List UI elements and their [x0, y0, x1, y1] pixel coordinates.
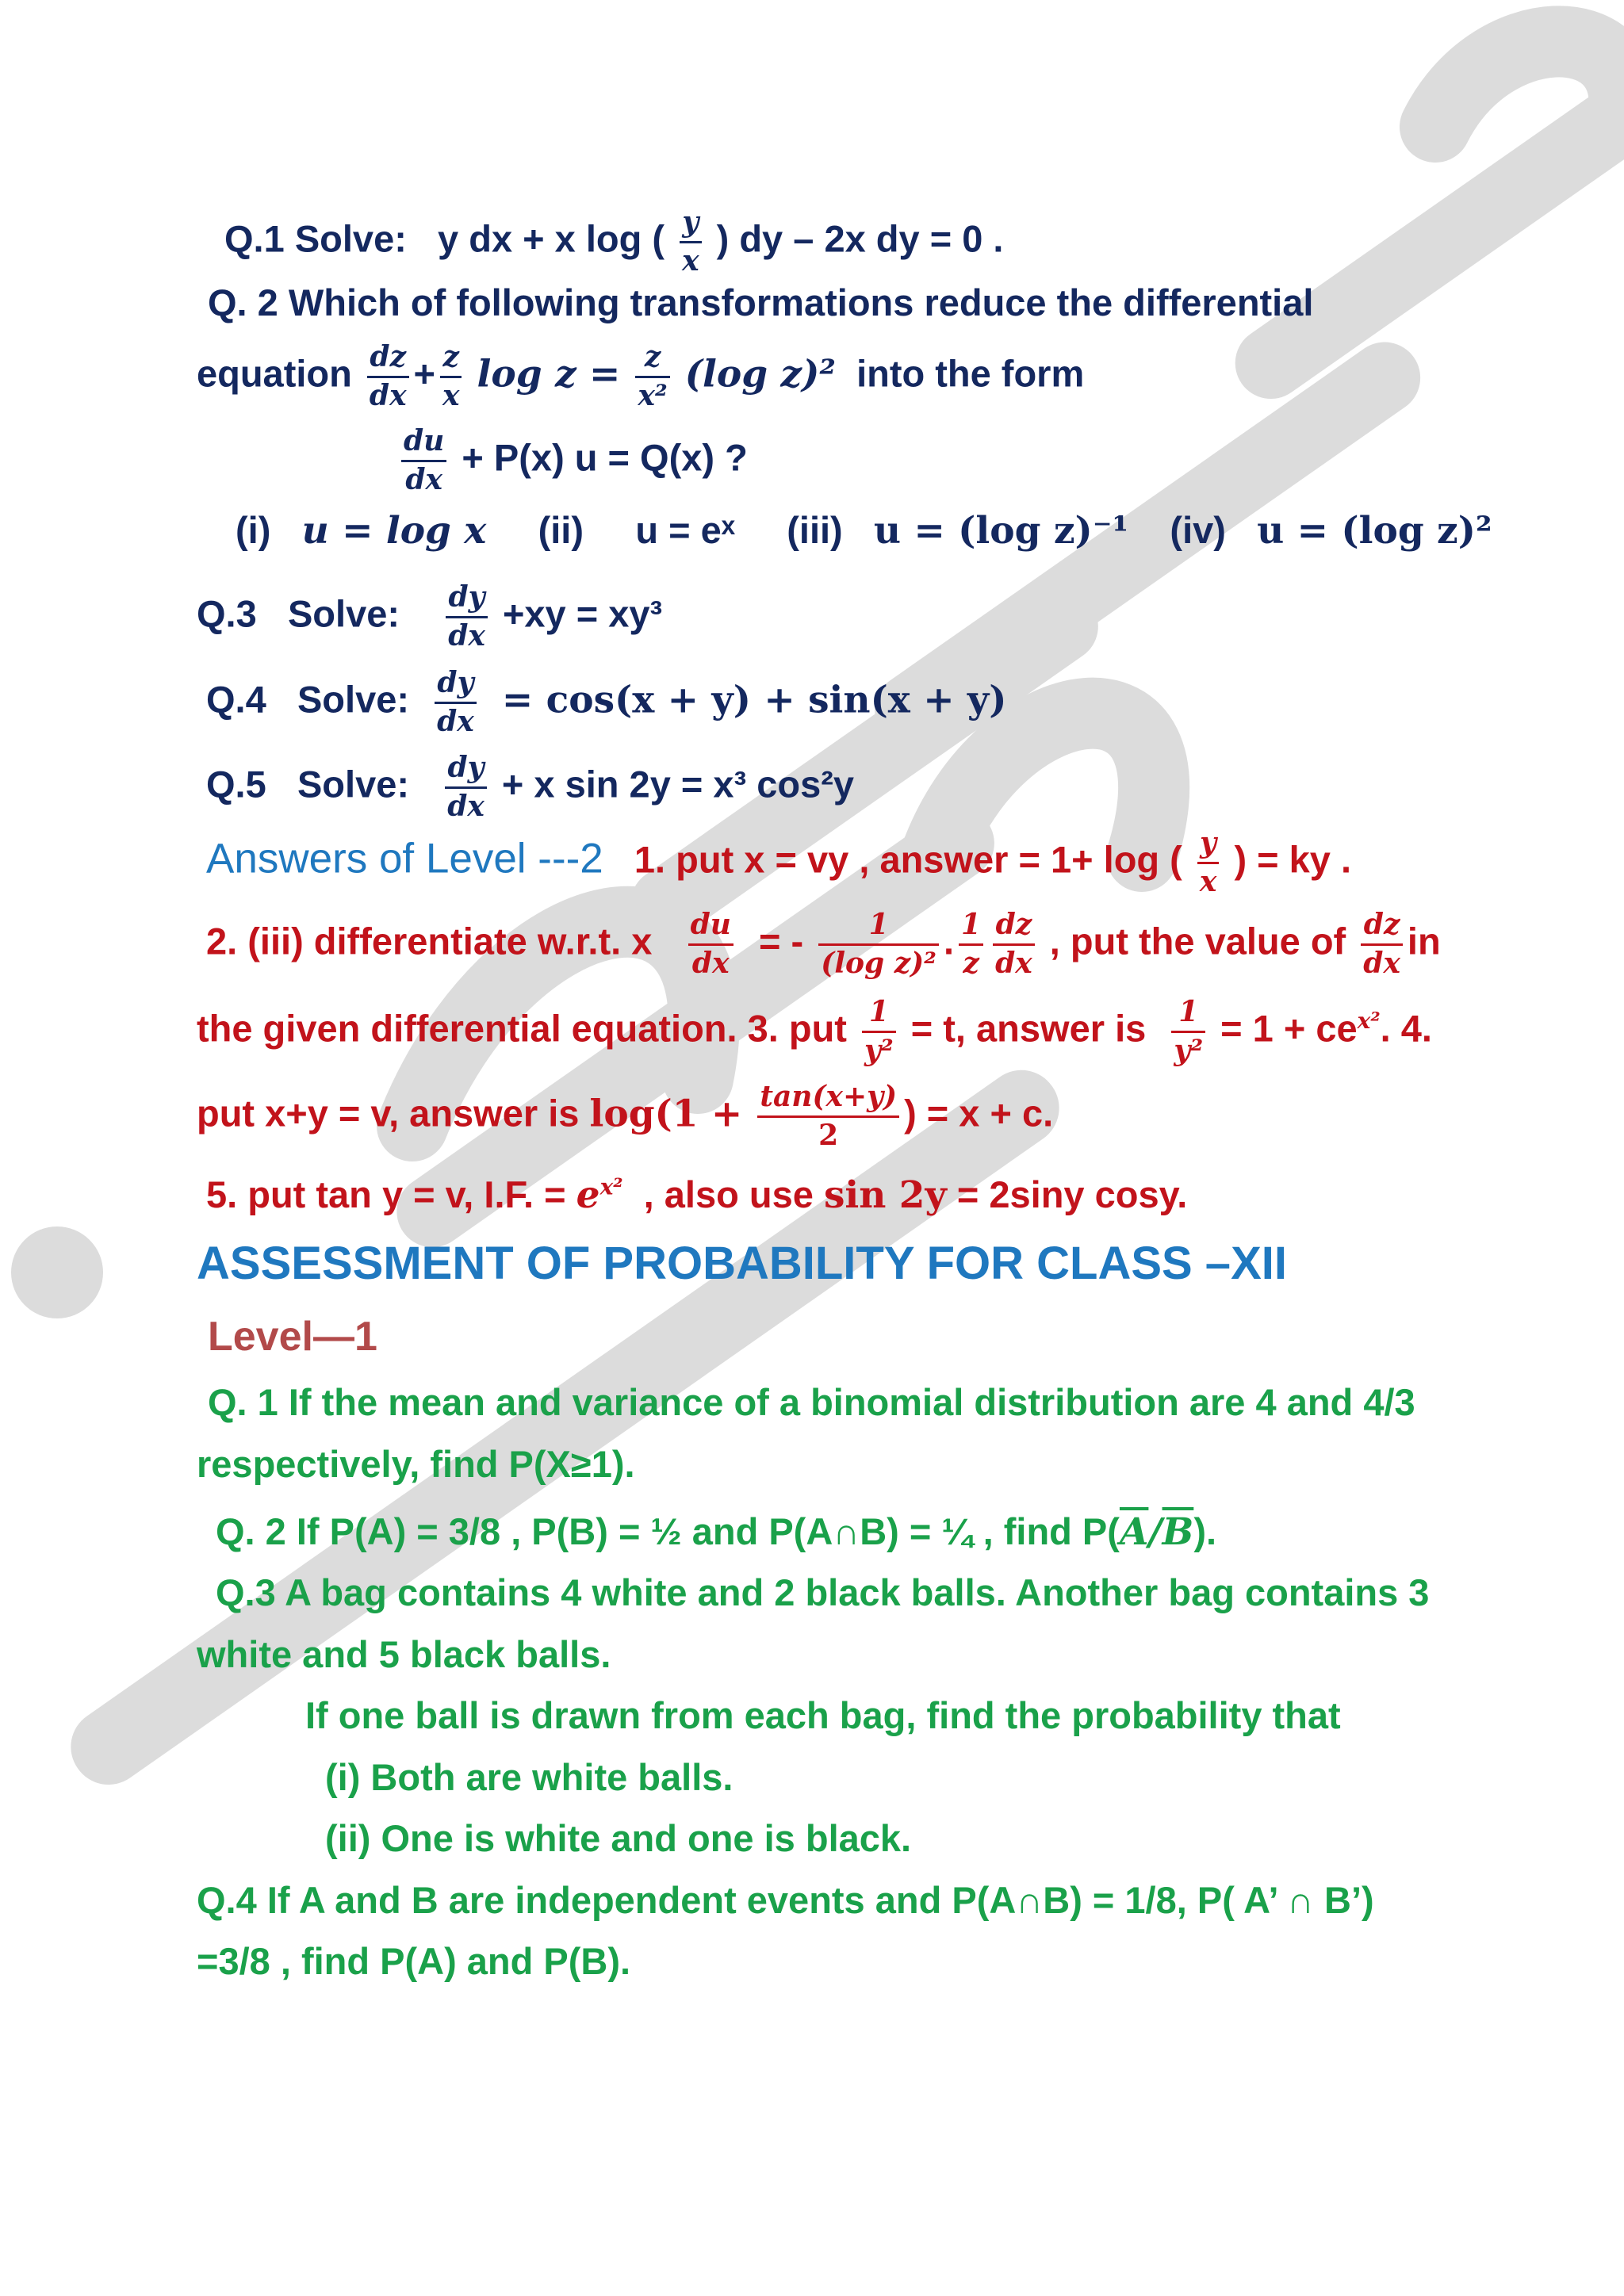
fraction: $\frac{1}{z}$ — [959, 910, 983, 979]
answers-line-2 — [206, 910, 1441, 979]
exponent: x² — [599, 1173, 623, 1200]
question-text: y dx + x log ( — [438, 217, 665, 260]
question-text: Solve: — [297, 763, 409, 806]
math-expr: e — [576, 1173, 600, 1217]
exponent: x² — [1357, 1008, 1381, 1035]
question-text: ) dy – 2x dy = 0 . — [716, 217, 1004, 260]
question-text: Q. 2 Which of following transformations reduce the differential — [208, 281, 1314, 323]
question-text: Solve: — [287, 592, 400, 635]
prob-q1-line2: respectively, find P(X≥1). — [197, 1443, 635, 1485]
prob-q4-line1: Q.4 If A and B are independent events and P(A∩B) = 1/8, P( A’ ∩ B’) — [197, 1879, 1374, 1921]
answer-text: = - — [759, 920, 804, 962]
answer-text: 5. put tan y = v, I.F. = — [206, 1173, 566, 1215]
answer-text: = 1 + ce — [1220, 1007, 1358, 1050]
prob-q1-line1: Q. 1 If the mean and variance of a binomial distribution are 4 and 4/3 — [208, 1381, 1415, 1423]
prob-q3-option-2: (ii) One is white and one is black. — [325, 1817, 912, 1859]
answer-text: the given differential equation. 3. put — [197, 1007, 847, 1050]
answers-line-3 — [197, 997, 1432, 1066]
answer-text: . — [943, 920, 955, 962]
answers-line-5 — [206, 1173, 1188, 1217]
math-expr: sin 2y — [823, 1173, 947, 1217]
question-4 — [206, 668, 1006, 737]
question-label: Q.4 — [206, 678, 266, 721]
math-expr: log z = — [477, 352, 621, 396]
option-label: (iii) — [787, 509, 843, 551]
fraction: $\frac{1}{\text{y²}}$ — [862, 997, 896, 1066]
prob-q3-line3: If one ball is drawn from each bag, find the probability that — [305, 1694, 1341, 1736]
prob-q3-option-1: (i) Both are white balls. — [325, 1756, 733, 1798]
section-heading: ASSESSMENT OF PROBABILITY FOR CLASS –XII — [197, 1238, 1287, 1289]
fraction: $\frac{\tan(x+y)}{2}$ — [757, 1082, 899, 1151]
answer-text: ) = ky . — [1234, 838, 1352, 881]
question-label: Q.3 — [197, 592, 257, 635]
option-label: (ii) — [538, 509, 584, 551]
level-heading: Level—1 — [208, 1314, 377, 1360]
math-expr: (log z)² — [684, 352, 836, 396]
fraction: $\frac{1}{\text{y²}}$ — [1171, 997, 1205, 1066]
prob-q4-line2: =3/8 , find P(A) and P(B). — [197, 1940, 631, 1982]
answer-text: , also use — [643, 1173, 814, 1215]
answer-text: = t, answer is — [910, 1007, 1147, 1050]
option-text: u = eˣ — [635, 509, 735, 551]
answer-text: put x+y = v, answer is — [197, 1092, 580, 1135]
question-2-options — [236, 509, 1492, 553]
answer-text: . 4. — [1380, 1007, 1432, 1050]
fraction: $\frac{y}{x}$ — [1197, 828, 1219, 897]
question-text: equation — [197, 352, 352, 395]
answer-text: 1. put x = vy , answer = 1+ log ( — [634, 838, 1182, 881]
answers-heading: Answers of Level ---2 — [206, 835, 603, 882]
question-label: Q.1 Solve: — [224, 217, 407, 260]
plus-sign: + — [413, 352, 435, 395]
fraction: $\frac{du}{dx}$ — [401, 427, 446, 496]
answer-text: 2. (iii) differentiate w.r.t. x — [206, 920, 653, 962]
fraction: $\frac{dz}{dx}$ — [1361, 910, 1403, 979]
answers-line-4 — [197, 1082, 1053, 1151]
fraction: $\frac{du}{dx}$ — [688, 910, 733, 979]
fraction: $\frac{dy}{dx}$ — [445, 753, 487, 822]
math-expr: / — [1148, 1510, 1162, 1554]
fraction: $\frac{z}{\text{x²}}$ — [635, 342, 669, 411]
fraction: $\frac{dy}{dx}$ — [435, 668, 477, 737]
question-2-equation — [197, 342, 1084, 411]
watermark-curve — [1435, 41, 1624, 127]
fraction: $\frac{dz}{dx}$ — [993, 910, 1035, 979]
question-text: Q. 2 If P(A) = 3/8 , P(B) = ½ and P(A∩B) = ¼ , find P( — [216, 1510, 1120, 1552]
question-label: Q.5 — [206, 763, 266, 806]
question-text: +xy = xy³ — [502, 592, 663, 635]
question-text: into the form — [856, 352, 1085, 395]
question-3 — [197, 580, 663, 652]
fraction: $\frac{y}{x}$ — [680, 208, 701, 277]
answer-text: , put the value of — [1049, 920, 1346, 962]
answers-line-1 — [206, 828, 1351, 897]
option-label: (i) — [236, 509, 271, 551]
fraction: $\frac{1}{\text{(log z)²}}$ — [818, 910, 939, 979]
fraction: $\frac{dz}{dx}$ — [367, 342, 409, 411]
option-text: u = log x — [301, 509, 487, 553]
fraction: $\frac{dy}{dx}$ — [446, 583, 488, 652]
option-text: u = (log z)⁻¹ — [873, 509, 1129, 553]
question-2-target-form — [396, 424, 748, 496]
watermark-dot — [11, 1226, 103, 1318]
question-2-line-1 — [208, 281, 1314, 323]
question-text: ). — [1193, 1510, 1217, 1552]
prob-q3-line1: Q.3 A bag contains 4 white and 2 black balls. Another bag contains 3 — [216, 1571, 1430, 1613]
watermark-stroke — [56, 1055, 1074, 1799]
math-expr: = cos(x + y) + sin(x + y) — [501, 678, 1007, 722]
answer-text: in — [1407, 920, 1441, 962]
question-5 — [206, 753, 854, 822]
option-label: (iv) — [1170, 509, 1226, 551]
prob-q2 — [216, 1510, 1217, 1554]
math-expr: log(1 + — [589, 1092, 743, 1136]
math-expr: $\overline{A}$ — [1119, 1510, 1149, 1554]
answer-text: = 2siny cosy. — [956, 1173, 1188, 1215]
question-text: Solve: — [297, 678, 409, 721]
prob-q3-line2: white and 5 black balls. — [197, 1633, 611, 1675]
option-text: u = (log z)² — [1257, 509, 1492, 553]
math-expr: $\overline{B}$ — [1162, 1510, 1194, 1554]
answer-text: ) = x + c. — [904, 1092, 1054, 1135]
question-1 — [224, 205, 1004, 277]
fraction: $\frac{z}{x}$ — [440, 342, 462, 411]
question-text: + P(x) u = Q(x) ? — [462, 436, 748, 479]
question-text: + x sin 2y = x³ cos²y — [501, 763, 855, 806]
